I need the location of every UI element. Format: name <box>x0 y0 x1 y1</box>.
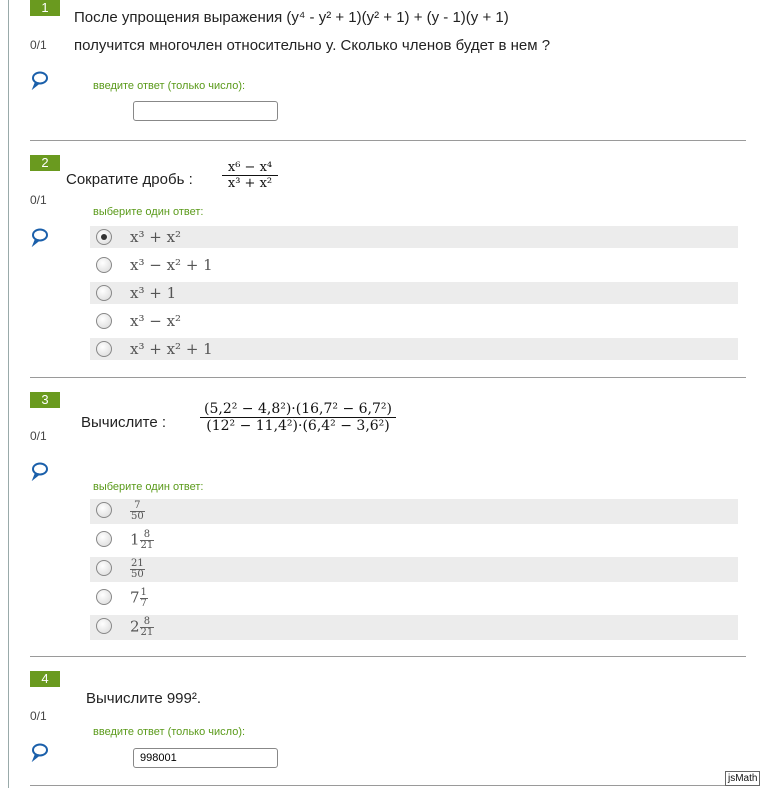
option-label: x³ + 1 <box>130 284 177 302</box>
hint-bubble-icon[interactable] <box>30 461 50 481</box>
fraction-denominator: 50 <box>131 569 144 580</box>
fraction-whole: 1 <box>130 530 140 549</box>
option-label <box>130 617 154 638</box>
hint-bubble-icon[interactable] <box>30 70 50 90</box>
fraction-numerator: 7 <box>130 501 145 512</box>
fraction-denominator: 7 <box>140 598 147 609</box>
question-score: 0/1 <box>30 429 47 443</box>
answer-input[interactable] <box>133 748 278 768</box>
answer-option[interactable] <box>90 254 738 276</box>
separator <box>30 785 746 786</box>
jsmath-badge[interactable]: jsMath <box>725 771 760 786</box>
question-score: 0/1 <box>30 709 47 723</box>
question-number: 3 <box>30 392 60 408</box>
fraction-numerator: 21 <box>131 558 144 569</box>
radio-button[interactable] <box>96 285 112 301</box>
radio-button[interactable] <box>96 229 112 245</box>
option-label <box>130 559 145 580</box>
question-text: Вычислите 999². <box>86 690 202 707</box>
fraction-denominator: 21 <box>140 627 154 638</box>
fraction-formula <box>222 160 278 191</box>
option-label <box>130 530 154 551</box>
question-number: 2 <box>30 155 60 171</box>
question-number: 1 <box>30 0 60 16</box>
option-label <box>130 588 148 609</box>
fraction-formula <box>200 401 396 434</box>
fraction-numerator: x⁶ − x⁴ <box>227 160 273 175</box>
fraction-numerator: 1 <box>140 587 147 598</box>
question-text-line: После упрощения выражения (y⁴ - y² + 1)(y² + 1) + (y - 1)(y + 1) <box>74 9 509 26</box>
answer-option[interactable] <box>90 338 738 360</box>
question-text <box>74 9 509 26</box>
question-text-line: получится многочлен относительно y. Сколько членов будет в нем ? <box>74 37 551 54</box>
fraction-denominator: (12² − 11,4²)·(6,4² − 3,6²) <box>200 417 396 434</box>
fraction-numerator: 8 <box>140 530 155 541</box>
radio-button[interactable] <box>96 341 112 357</box>
hint-bubble-icon[interactable] <box>30 227 50 247</box>
radio-button[interactable] <box>96 313 112 329</box>
question-score: 0/1 <box>30 193 47 207</box>
answer-prompt: выберите один ответ: <box>93 206 204 218</box>
fraction <box>140 588 148 609</box>
hint-bubble-icon[interactable] <box>30 742 50 762</box>
answer-option[interactable] <box>90 499 738 524</box>
answer-prompt: введите ответ (только число): <box>93 80 246 92</box>
fraction <box>140 617 155 638</box>
fraction-numerator: (5,2² − 4,8²)·(16,7² − 6,7²) <box>204 401 392 417</box>
separator <box>30 656 746 657</box>
answer-prompt: выберите один ответ: <box>93 481 204 493</box>
radio-button[interactable] <box>96 589 112 605</box>
separator <box>30 140 746 141</box>
question-number: 4 <box>30 671 60 687</box>
option-label <box>130 501 145 522</box>
answer-option[interactable] <box>90 615 738 640</box>
fraction-whole: 2 <box>130 617 140 636</box>
fraction <box>140 530 155 551</box>
radio-button[interactable] <box>96 618 112 634</box>
fraction-denominator: 50 <box>131 511 144 522</box>
option-label: x³ + x² <box>130 228 182 246</box>
answer-input[interactable] <box>133 101 278 121</box>
answer-option[interactable] <box>90 282 738 304</box>
answer-prompt: введите ответ (только число): <box>93 726 246 738</box>
question-text: Сократите дробь : <box>66 171 193 188</box>
answer-option[interactable] <box>90 310 738 332</box>
fraction <box>130 501 145 522</box>
separator <box>30 377 746 378</box>
option-label: x³ − x² + 1 <box>130 256 213 274</box>
fraction-numerator: 8 <box>140 617 155 628</box>
radio-button[interactable] <box>96 257 112 273</box>
radio-button[interactable] <box>96 560 112 576</box>
question-text: Вычислите : <box>81 414 166 431</box>
fraction <box>130 559 145 580</box>
option-label: x³ − x² <box>130 312 182 330</box>
option-label: x³ + x² + 1 <box>130 340 213 358</box>
left-border <box>8 0 9 788</box>
radio-button[interactable] <box>96 502 112 518</box>
question-score: 0/1 <box>30 38 47 52</box>
answer-option[interactable] <box>90 557 738 582</box>
fraction-denominator: 21 <box>140 540 154 551</box>
fraction-whole: 7 <box>130 588 140 607</box>
fraction-denominator: x³ + x² <box>222 175 278 191</box>
radio-button[interactable] <box>96 531 112 547</box>
answer-option[interactable] <box>90 586 738 611</box>
answer-option[interactable] <box>90 226 738 248</box>
answer-option[interactable] <box>90 528 738 553</box>
